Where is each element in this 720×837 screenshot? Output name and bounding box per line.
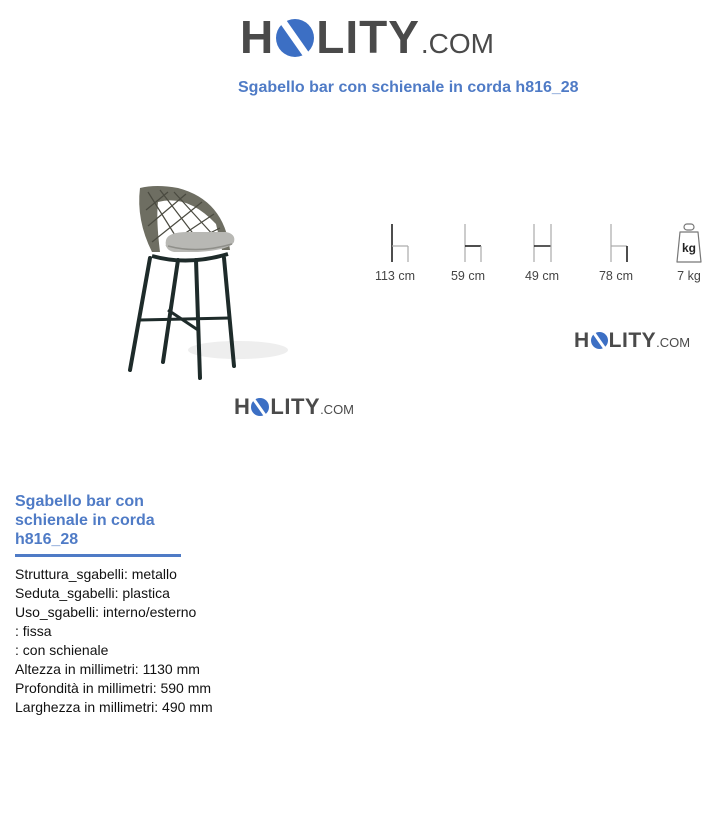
- logo-suffix: LITY: [270, 394, 321, 419]
- logo-o-icon: [251, 398, 269, 416]
- width-icon: [527, 222, 557, 264]
- logo-domain: .COM: [656, 335, 691, 350]
- logo-prefix: H: [234, 394, 251, 419]
- logo-o-icon: [591, 332, 608, 349]
- logo-suffix: LITY: [316, 11, 420, 63]
- spec-item: Altezza in millimetri: 1130 mm: [15, 661, 200, 677]
- spec-list: [15, 565, 213, 717]
- brand-logo[interactable]: [240, 11, 495, 63]
- dimension-seat-height: [593, 222, 639, 283]
- spec-item: Struttura_sgabelli: metallo: [15, 566, 177, 582]
- dimension-weight: [666, 222, 712, 283]
- logo-domain: .COM: [320, 402, 355, 417]
- dimension-height: [372, 222, 418, 283]
- logo-suffix: LITY: [608, 329, 657, 352]
- weight-icon: [674, 222, 704, 264]
- dimension-value: 49 cm: [524, 269, 560, 283]
- logo-o-icon: [276, 19, 314, 57]
- logo-domain: .COM: [420, 28, 495, 59]
- spec-item: Seduta_sgabelli: plastica: [15, 585, 170, 601]
- weight-badge: kg: [681, 241, 697, 255]
- dimensions-logo: [574, 330, 690, 351]
- dimension-depth: [445, 222, 491, 283]
- dimension-value: 59 cm: [450, 269, 486, 283]
- dimension-value: 7 kg: [677, 269, 701, 283]
- title-underline: [15, 554, 181, 557]
- page-title: Sgabello bar con schienale in corda h816_28: [238, 79, 579, 96]
- spec-item: Profondità in millimetri: 590 mm: [15, 680, 212, 696]
- spec-item: Uso_sgabelli: interno/esterno: [15, 604, 197, 620]
- spec-item: Larghezza in millimetri: 490 mm: [15, 699, 213, 715]
- dimension-value: 78 cm: [598, 269, 634, 283]
- product-image-logo: [234, 396, 354, 418]
- spec-item: : con schienale: [15, 642, 109, 658]
- product-image: [118, 180, 293, 390]
- dimension-width: [519, 222, 565, 283]
- height-icon: [380, 222, 410, 264]
- logo-prefix: H: [574, 329, 590, 352]
- description-title: Sgabello bar con schienale in corda h816_28: [15, 493, 155, 548]
- logo-prefix: H: [240, 11, 275, 63]
- dimensions-panel: [372, 222, 712, 292]
- depth-icon: [453, 222, 483, 264]
- dimension-value: 113 cm: [374, 269, 416, 283]
- spec-item: : fissa: [15, 623, 52, 639]
- seat-height-icon: [601, 222, 631, 264]
